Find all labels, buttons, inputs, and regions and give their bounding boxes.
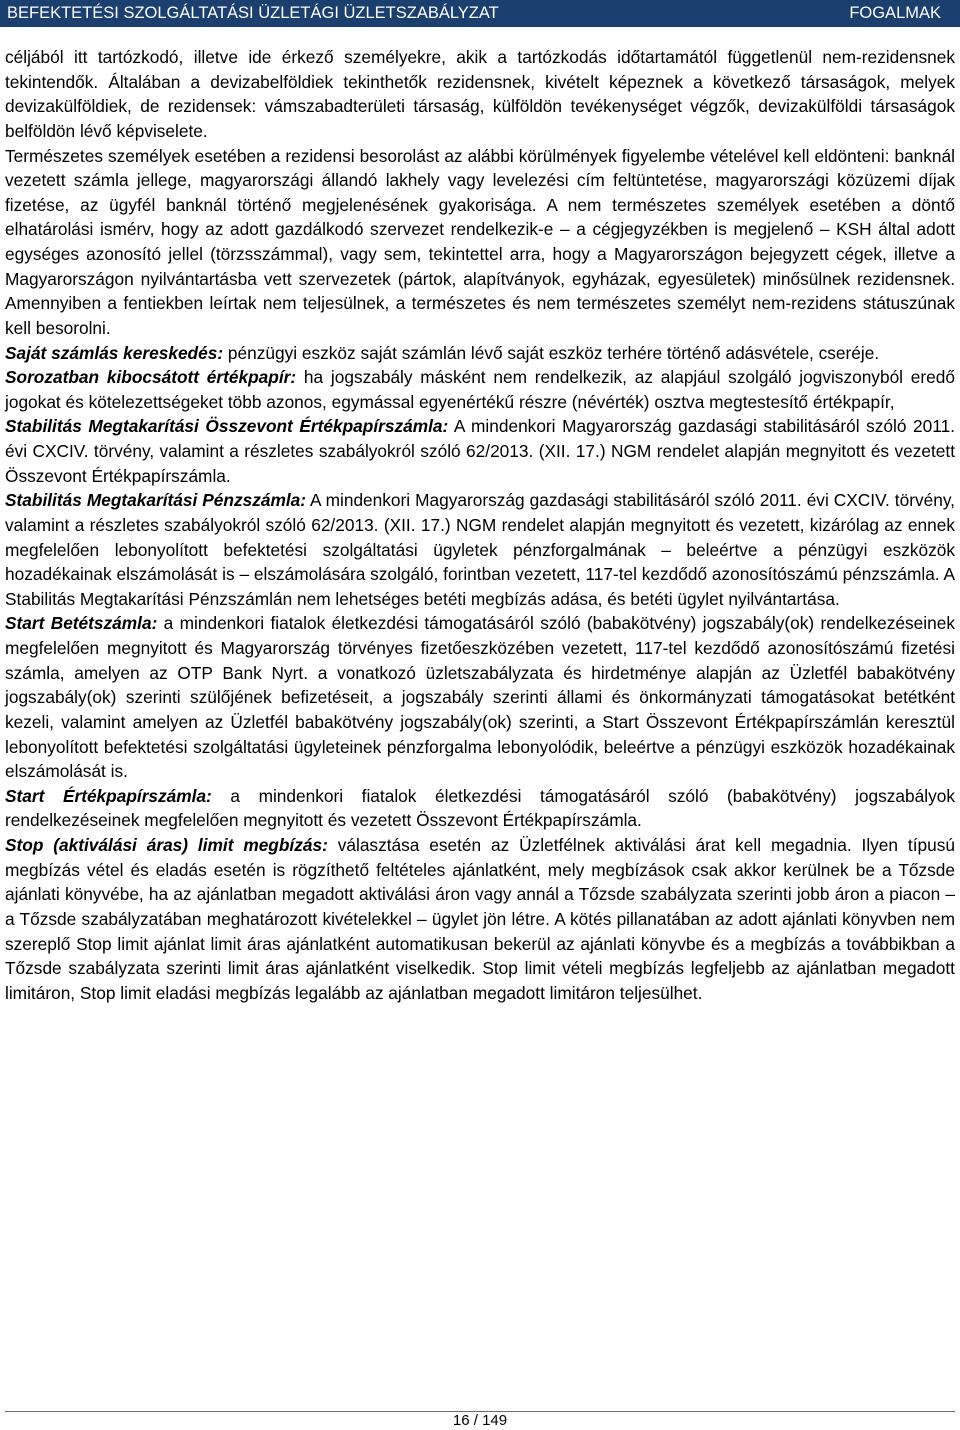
paragraph-rezidensi-besorolas: Természetes személyek esetében a rezidensi besorolást az alábbi körülmények figyelembe vételével kell eldönteni: banknál vezetett számla jellege, magyarországi állandó lakhely vagy levelezési cím feltüntetése, magyarországi közüzemi díjak fizetése, az ügyfél banknál történő megjelenésének gyakorisága. A nem természetes személyek esetében a döntő elhatárolási ismérv, hogy az adott gazdálkodó szervezet rendelkezik-e – a cégjegyzékben is megjelenő – KSH által adott egységes azonosító jellel (törzsszámmal), vagy sem, tekintettel arra, hogy a Magyarországon bejegyzett cégek, illetve a Magyarországon nyilvántartásba vett szervezetek (pártok, alapítványok, egyházak, egyesületek) minősülnek rezidensnek. Amennyiben a fentiekben leírtak nem teljesülnek, a természetes és nem természetes személyt nem-rezidens státuszúnak kell besorolni. — [5, 145, 955, 338]
definition-text: pénzügyi eszköz saját számlán lévő saját eszköz terhére történő adásvétele, cseréje. — [223, 342, 880, 363]
definition-start-betetszamla — [5, 611, 955, 783]
page-number: 16 / 149 — [452, 1412, 508, 1429]
definition-term: Sorozatban kibocsátott értékpapír: — [5, 367, 297, 388]
definition-text: a mindenkori fiatalok életkezdési támogatásáról szóló (babakötvény) jogszabályok rendelkezéseinek megfelelően megnyitott és vezetett Összevont Értékpapírszámla. — [5, 785, 955, 831]
definition-term: Stabilitás Megtakarítási Összevont Értékpapírszámla: — [5, 416, 449, 437]
definition-start-ertekpapirszamla — [5, 784, 955, 833]
definition-stabilitas-penzszamla — [5, 488, 955, 611]
definition-text: A mindenkori Magyarország gazdasági stabilitásáról szóló 2011. évi CXCIV. törvény, valamint a részletes szabályokról szóló 62/2013. (XII. 17.) NGM rendelet alapján megnyitott és vezetett, kizárólag az ennek megfelelően lebonyolított befektetési szolgáltatási ügyletek pénzforgalmának – beleértve a pénzügyi eszközök hozadékainak elszámolását is – elszámolására szolgáló, forintban vezetett, 117-tel kezdődő azonosítószámú pénzszámla. A Stabilitás Megtakarítási Pénzszámlán nem lehetséges betéti megbízás adása, és betéti ügylet nyilvántartása. — [5, 490, 955, 609]
definition-stabilitas-ertekpapirszamla — [5, 414, 955, 488]
definition-text: ha jogszabály másként nem rendelkezik, az alapjául szolgáló jogviszonyból eredő jogokat és kötelezettségeket több azonos, egymással egyenértékű részre (névérték) osztva megtestesítő értékpapír, — [5, 367, 955, 412]
definition-term: Stabilitás Megtakarítási Pénzszámla: — [5, 490, 306, 511]
definition-text: a mindenkori fiatalok életkezdési támogatásáról szóló (babakötvény) jogszabály(ok) rendelkezéseinek megfelelően megnyitott és Magyarország törvényes fizetőeszközében vezetett, 117-tel kezdődő azonosítószámú fizetési számla, amelyen az OTP Bank Nyrt. a vonatkozó üzletszabályzata és hirdetménye alapján az Üzletfél babakötvény jogszabály(ok) szerinti szülőjének befizetéseit, a jogszabály szerinti állami és önkormányzati támogatásokat betétként kezeli, valamint amelyen az Üzletfél babakötvény jogszabály(ok) szerinti, a Start Összevont Értékpapírszámlán keresztül lebonyolított befektetési szolgáltatási ügyleteinek pénzforgalma lebonyolódik, beleértve a pénzügyi eszközök hozadékainak elszámolását is. — [5, 613, 955, 782]
definition-term: Stop (aktiválási áras) limit megbízás: — [5, 835, 328, 855]
definition-sorozatban-kibocsatott-ertekpapir — [5, 365, 955, 414]
document-header — [0, 0, 960, 27]
definition-stop-limit-megbizas — [5, 833, 955, 1005]
definition-term: Start Betétszámla: — [5, 613, 158, 634]
paragraph-rezidens-continued: céljából itt tartózkodó, illetve ide érkező személyekre, akik a tartózkodás időtartamától függetlenül nem-rezidensnek tekintendők. Általában a devizabelföldiek tekinthetők rezidensnek, kivételt képeznek a következő társaságok, melyek devizakülföldiek, de rezidensek: vámszabadterületi társaság, külföldön tevékenységet végzők, devizakülföldi társaságok belföldön lévő képviselete. — [5, 47, 955, 141]
definition-sajat-szamlas-kereskedes — [5, 341, 955, 366]
definition-term: Saját számlás kereskedés: — [5, 342, 224, 363]
definition-term: Start Értékpapírszámla: — [5, 785, 212, 806]
header-title: BEFEKTETÉSI SZOLGÁLTATÁSI ÜZLETÁGI ÜZLETSZABÁLYZAT — [7, 4, 499, 22]
definition-text: A mindenkori Magyarország gazdasági stabilitásáról szóló 2011. évi CXCIV. törvény, valamint a részletes szabályokról szóló 62/2013. (XII. 17.) NGM rendelet alapján megnyitott és vezetett Összevont Értékpapírszámla. — [5, 416, 955, 486]
document-body — [5, 45, 955, 1005]
definition-text: választása esetén az Üzletfélnek aktiválási árat kell megadnia. Ilyen típusú megbízás vétel és eladás esetén is rögzíthető feltételes ajánlatként, mely megbízások csak akkor kerülnek be a Tőzsde ajánlati könyvébe, ha az ajánlatban megadott aktiválási áron vagy annál a Tőzsde szabályzata szerinti jobb áron a piacon – a Tőzsde szabályzatában meghatározott kivételekkel – ügylet jön létre. A kötés pillanatában az adott ajánlati könyvben nem szereplő Stop limit ajánlat limit áras ajánlatként automatikusan bekerül az ajánlati könyvbe és a megbízás a továbbikban a Tőzsde szabályzata szerinti limit áras ajánlatként viselkedik. Stop limit vételi megbízás legfeljebb az ajánlatban megadott limitáron, Stop limit eladási megbízás legalább az ajánlatban megadott limitáron teljesülhet. — [5, 835, 955, 1003]
header-section: FOGALMAK — [849, 4, 941, 22]
